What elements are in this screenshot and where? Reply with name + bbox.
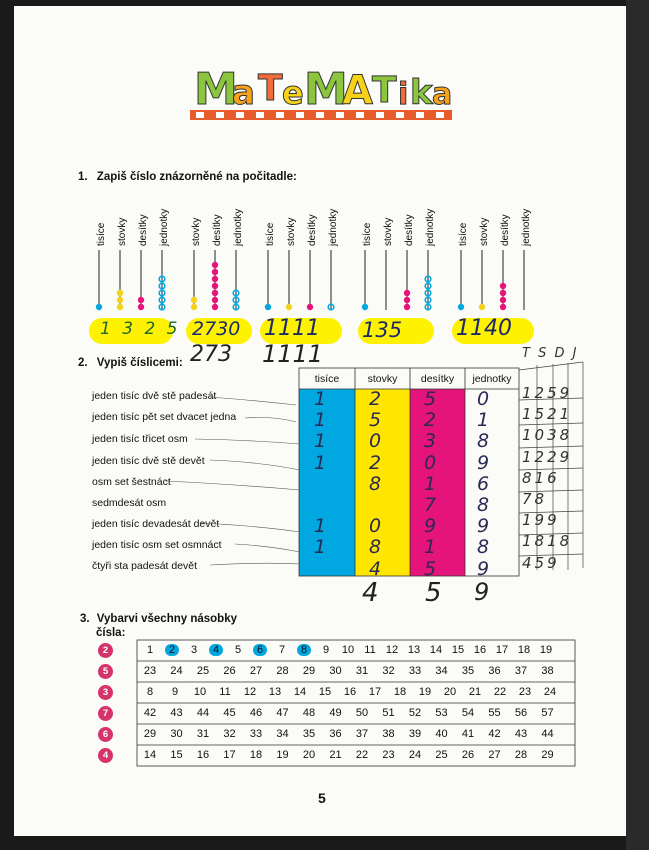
grid-number[interactable]: 55: [488, 707, 501, 719]
grid-number[interactable]: 12: [385, 644, 399, 656]
abacus5-label-tisice: tisíce: [458, 222, 469, 246]
grid-number[interactable]: 36: [329, 728, 342, 740]
grid-number[interactable]: 18: [517, 644, 531, 656]
grid-number[interactable]: 43: [514, 728, 528, 740]
phrase-row: jeden tisíc pět set dvacet jedna: [92, 411, 237, 423]
grid-number[interactable]: 21: [329, 749, 342, 761]
grid-number[interactable]: 42: [488, 728, 501, 740]
abacus2-answer: 2730: [192, 318, 241, 340]
grid-number[interactable]: 38: [541, 665, 554, 677]
grid-number[interactable]: 16: [196, 749, 210, 761]
grid-number[interactable]: 44: [196, 707, 210, 719]
grid-number[interactable]: 39: [408, 728, 422, 740]
grid-number[interactable]: 3: [190, 644, 198, 656]
grid-number[interactable]: 32: [382, 665, 395, 677]
grid-number[interactable]: 7: [278, 644, 286, 656]
grid-number[interactable]: 14: [429, 644, 443, 656]
grid-number[interactable]: 40: [435, 728, 448, 740]
table-cell-digit: 5: [424, 557, 437, 580]
abacus3-label-jednotky: jednotky: [328, 208, 339, 246]
grid-number[interactable]: 30: [170, 728, 183, 740]
table-cell-digit: 0: [424, 451, 437, 474]
svg-text:T: T: [372, 70, 397, 111]
grid-number[interactable]: 42: [143, 707, 157, 719]
table-cell-digit: 8: [369, 536, 382, 559]
abacus2-correction: 273: [190, 342, 232, 367]
abacus1-label-tisice: tisíce: [96, 222, 107, 246]
grid-number[interactable]: 18: [249, 749, 263, 761]
grid-number[interactable]: 43: [170, 707, 183, 719]
grid-number[interactable]: 48: [302, 707, 316, 719]
task2-number: 2.: [78, 357, 88, 369]
task3-number: 3.: [80, 613, 90, 625]
abacus4-label-jednotky: jednotky: [425, 208, 436, 246]
table-cell-digit: 1: [314, 451, 327, 474]
table-cell-digit: 9: [477, 451, 490, 474]
grid-number[interactable]: 18: [393, 686, 407, 698]
side-answer: 1038: [522, 426, 573, 445]
grid-number[interactable]: 28: [276, 665, 289, 677]
side-answer: 1229: [522, 447, 573, 466]
table-cell-digit: 5: [424, 388, 437, 410]
grid-number[interactable]: 14: [143, 749, 157, 761]
table-cell-digit: 5: [369, 409, 382, 432]
grid-number[interactable]: 24: [408, 749, 422, 761]
grid-number[interactable]: 35: [461, 665, 475, 677]
table-cell-digit: 1: [424, 472, 437, 495]
abacus4-label-desitky: desítky: [404, 214, 415, 246]
table-cell-digit: 8: [477, 494, 490, 516]
grid-number[interactable]: 25: [435, 749, 448, 761]
table-cell-digit: 1: [314, 515, 327, 538]
grid-number[interactable]: 15: [451, 644, 465, 656]
grid-number[interactable]: 44: [541, 728, 554, 740]
grid-number[interactable]: 28: [514, 749, 528, 761]
factor-circle: 3: [98, 685, 113, 700]
table-cell-digit: 0: [369, 515, 382, 538]
grid-number[interactable]: 20: [302, 749, 316, 761]
grid-number[interactable]: 26: [223, 665, 236, 677]
grid-number[interactable]: 8: [146, 686, 154, 698]
side-answer: 816: [522, 468, 560, 487]
factor-circle: 4: [98, 748, 113, 763]
grid-number[interactable]: 16: [473, 644, 487, 656]
col-header-desitky: desítky: [420, 373, 455, 385]
grid-number[interactable]: 49: [329, 707, 342, 719]
phrase-row: osm set šestnáct: [92, 476, 171, 488]
abacus3-label-desitky: desítky: [307, 214, 318, 246]
table-cell-digit: 0: [369, 430, 382, 453]
below-digit: 5: [425, 578, 442, 608]
grid-number[interactable]: 41: [461, 728, 475, 740]
side-answer: 78: [522, 490, 548, 508]
grid-number[interactable]: 51: [382, 707, 395, 719]
side-answer: 199: [522, 511, 560, 530]
side-answer: 1259: [522, 384, 573, 402]
grid-number[interactable]: 15: [170, 749, 183, 761]
grid-number[interactable]: 6: [253, 644, 267, 656]
task3-text-line2: čísla:: [96, 627, 126, 639]
abacus3-label-tisice: tisíce: [265, 222, 276, 246]
phrase-row: jeden tisíc osm set osmnáct: [92, 539, 222, 551]
abacus3-label-stovky: stovky: [286, 217, 297, 246]
grid-number[interactable]: 53: [435, 707, 448, 719]
col-header-jednotky: jednotky: [472, 373, 512, 385]
grid-number[interactable]: 21: [468, 686, 482, 698]
svg-text:a: a: [432, 77, 453, 112]
svg-text:a: a: [232, 73, 255, 113]
grid-number[interactable]: 23: [143, 665, 157, 677]
abacus4-label-tisice: tisíce: [362, 222, 373, 246]
grid-number[interactable]: 27: [488, 749, 501, 761]
grid-number[interactable]: 57: [541, 707, 554, 719]
svg-text:e: e: [282, 74, 304, 112]
grid-number[interactable]: 37: [514, 665, 528, 677]
grid-number[interactable]: 34: [435, 665, 448, 677]
abacus5-answer: 1140: [456, 316, 512, 341]
abacus5-label-stovky: stovky: [479, 217, 490, 246]
side-answer: 1818: [522, 532, 573, 551]
grid-number[interactable]: 17: [495, 644, 509, 656]
grid-number[interactable]: 17: [223, 749, 236, 761]
task3-text-line1: Vybarvi všechny násobky: [96, 613, 237, 625]
grid-number[interactable]: 17: [368, 686, 382, 698]
grid-number[interactable]: 25: [196, 665, 210, 677]
table-cell-digit: 2: [369, 388, 382, 410]
phrase-row: čtyři sta padesát devět: [92, 560, 198, 572]
svg-text:M: M: [194, 64, 238, 115]
table-cell-digit: 3: [424, 430, 437, 453]
svg-text:M: M: [304, 64, 348, 115]
table-cell-digit: 9: [424, 515, 437, 538]
abacus2-label-desitky: desítky: [212, 214, 223, 246]
table-cell-digit: 8: [477, 430, 490, 453]
grid-number[interactable]: 31: [196, 728, 210, 740]
task2-text: Vypiš číslicemi:: [96, 357, 183, 369]
phrase-row: jeden tisíc dvě stě devět: [92, 455, 205, 467]
table-cell-digit: 1: [314, 430, 327, 453]
grid-number[interactable]: 11: [364, 644, 376, 656]
factor-circle: 7: [98, 706, 113, 721]
grid-number[interactable]: 10: [193, 686, 207, 698]
grid-number[interactable]: 23: [382, 749, 395, 761]
grid-number[interactable]: 36: [488, 665, 501, 677]
below-digit: 9: [474, 578, 490, 606]
grid-number[interactable]: 13: [407, 644, 421, 656]
table-cell-digit: 9: [477, 515, 490, 538]
table-cell-digit: 8: [369, 472, 382, 495]
grid-number[interactable]: 13: [268, 686, 282, 698]
abacus2-label-jednotky: jednotky: [233, 208, 244, 246]
grid-number[interactable]: 16: [343, 686, 357, 698]
grid-number[interactable]: 9: [171, 686, 179, 698]
svg-text:A: A: [342, 68, 373, 114]
table-cell-digit: 7: [424, 494, 437, 516]
grid-number[interactable]: 8: [297, 644, 311, 656]
grid-number[interactable]: 19: [276, 749, 289, 761]
grid-number[interactable]: 5: [234, 644, 242, 656]
grid-number[interactable]: 31: [355, 665, 369, 677]
col-header-tisice: tisíce: [314, 373, 340, 385]
below-digit: 4: [362, 578, 379, 608]
abacus3-correction: 1111: [262, 340, 324, 368]
grid-number[interactable]: 2: [165, 644, 179, 656]
grid-number[interactable]: 22: [493, 686, 507, 698]
grid-number[interactable]: 22: [355, 749, 369, 761]
abacus5-label-jednotky: jednotky: [521, 208, 532, 246]
grid-number[interactable]: 29: [541, 749, 554, 761]
grid-number[interactable]: 32: [223, 728, 236, 740]
grid-number[interactable]: 33: [249, 728, 263, 740]
abacus2-label-stovky: stovky: [191, 217, 202, 246]
grid-number[interactable]: 37: [355, 728, 369, 740]
table-cell-digit: 1: [424, 536, 437, 559]
table-cell-digit: 9: [477, 557, 490, 580]
grid-number[interactable]: 45: [223, 707, 236, 719]
grid-number[interactable]: 33: [408, 665, 422, 677]
task1-number: 1.: [78, 171, 88, 183]
table-cell-digit: 8: [477, 536, 490, 559]
grid-number[interactable]: 11: [219, 686, 231, 698]
grid-number[interactable]: 35: [302, 728, 316, 740]
phrase-row: jeden tisíc třicet osm: [92, 433, 188, 445]
table-cell-digit: 1: [477, 409, 490, 432]
factor-circle: 6: [98, 727, 113, 742]
col-header-stovky: stovky: [367, 373, 398, 385]
grid-number[interactable]: 34: [276, 728, 289, 740]
task1-text: Zapiš číslo znázorněné na počitadle:: [96, 171, 297, 183]
table-cell-digit: 1: [314, 536, 327, 559]
phrase-row: jeden tisíc devadesát devět: [92, 518, 220, 530]
grid-number[interactable]: 24: [543, 686, 557, 698]
grid-number[interactable]: 56: [514, 707, 528, 719]
grid-number[interactable]: 1: [146, 644, 154, 656]
grid-number[interactable]: 47: [276, 707, 289, 719]
table-cell-digit: 1: [314, 388, 327, 410]
grid-number[interactable]: 23: [518, 686, 532, 698]
side-answer: 459: [522, 553, 560, 572]
abacus1-label-desitky: desítky: [138, 214, 149, 246]
table-cell-digit: 0: [477, 388, 490, 410]
table-cell-digit: 6: [477, 472, 490, 495]
abacus4-label-stovky: stovky: [383, 217, 394, 246]
abacus3-answer: 1111: [264, 316, 320, 341]
grid-number[interactable]: 9: [322, 644, 330, 656]
side-answer: 1521: [522, 405, 573, 424]
grid-number[interactable]: 4: [209, 644, 223, 656]
abacus1-answer: 1 3 2 5: [100, 319, 181, 339]
abacus5-label-desitky: desítky: [500, 214, 511, 246]
svg-text:k: k: [410, 73, 433, 113]
factor-circle: 5: [98, 664, 113, 679]
grid-number[interactable]: 14: [293, 686, 307, 698]
extra-column-header: T S D J: [522, 346, 579, 361]
grid-number[interactable]: 29: [143, 728, 157, 740]
table-cell-digit: 4: [369, 557, 382, 580]
grid-number[interactable]: 29: [302, 665, 316, 677]
grid-number[interactable]: 52: [408, 707, 422, 719]
grid-number[interactable]: 10: [341, 644, 355, 656]
grid-number[interactable]: 50: [355, 707, 369, 719]
grid-number[interactable]: 30: [329, 665, 342, 677]
svg-text:i: i: [398, 77, 409, 112]
svg-text:T: T: [258, 68, 283, 109]
phrase-row: sedmdesát osm: [92, 497, 167, 509]
table-cell-digit: 2: [424, 409, 437, 432]
table-cell-digit: 2: [369, 451, 382, 474]
abacus1-label-stovky: stovky: [117, 217, 128, 246]
abacus1-label-jednotky: jednotky: [159, 208, 170, 246]
grid-number[interactable]: 38: [382, 728, 395, 740]
grid-number[interactable]: 27: [249, 665, 263, 677]
abacus4-answer: 135: [362, 318, 403, 342]
grid-number[interactable]: 15: [318, 686, 332, 698]
grid-number[interactable]: 24: [170, 665, 183, 677]
grid-number[interactable]: 19: [418, 686, 432, 698]
grid-number[interactable]: 54: [461, 707, 475, 719]
table-cell-digit: 1: [314, 409, 327, 432]
factor-circle: 2: [98, 643, 113, 658]
grid-number[interactable]: 19: [539, 644, 553, 656]
grid-number[interactable]: 20: [443, 686, 457, 698]
grid-number[interactable]: 46: [249, 707, 263, 719]
page-number: 5: [318, 790, 326, 806]
grid-number[interactable]: 12: [243, 686, 257, 698]
phrase-row: jeden tisíc dvě stě padesát: [92, 390, 217, 402]
grid-number[interactable]: 26: [461, 749, 475, 761]
